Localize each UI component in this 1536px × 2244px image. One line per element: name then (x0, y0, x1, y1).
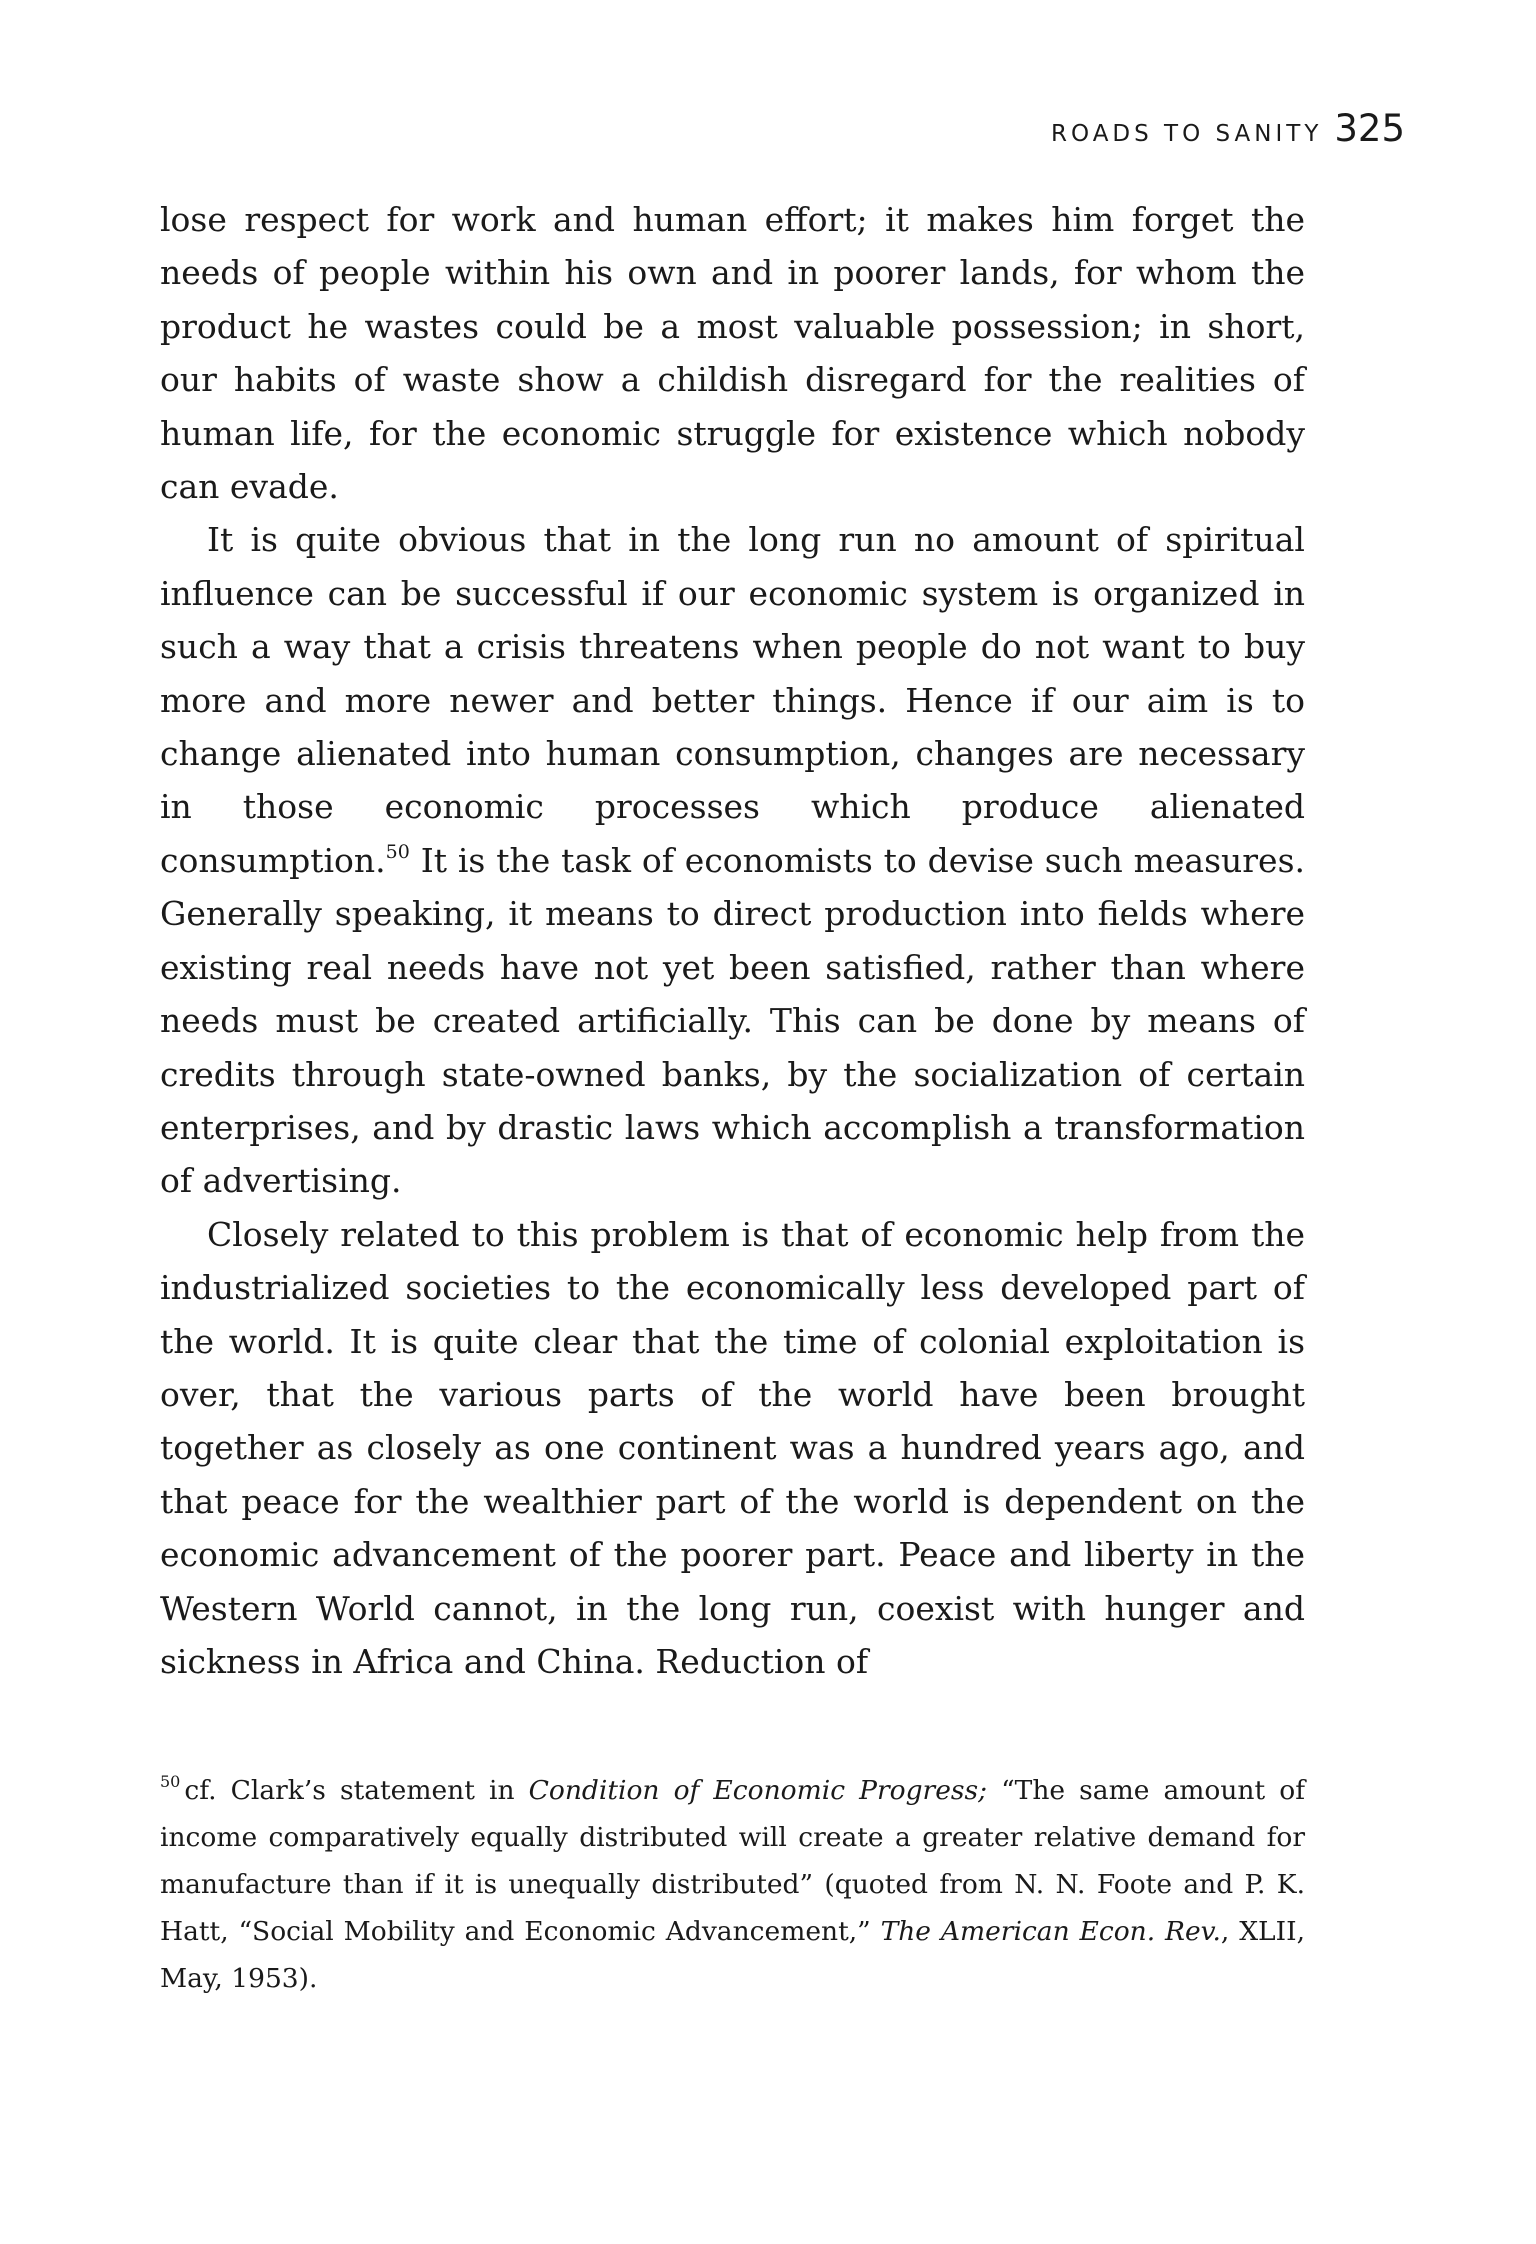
paragraph-1: lose respect for work and human effort; it makes him forget the needs of people within his own and in poorer lands, for whom the product he wastes could be a most valuable possession; in short, our habits of waste show a childish disregard for the realities of human life, for the economic struggle for existence which nobody can evade. (160, 200, 1305, 507)
running-head-title: ROADS TO SANITY (1051, 121, 1323, 147)
footnote-journal-title: The American Econ. Rev. (880, 1916, 1221, 1947)
footnote-text-1: cf. Clark’s statement in (184, 1775, 529, 1806)
footnote-marker: 50 (160, 1772, 181, 1791)
footnotes (160, 1767, 1305, 2002)
footnote-book-title: Condition of Economic Progress; (528, 1775, 988, 1806)
paragraph-2-part-2: It is the task of economists to devise such measures. Generally speaking, it means to direct production into fields where existing real needs have not yet been satisfied, rather than where needs must be created artificially. This can be done by means of credits through state-owned banks, by the socialization of certain enterprises, and by drastic laws which accomplish a transformation of advertising. (160, 840, 1305, 1201)
footnote-text-2: “The same amount of income comparatively equally distributed will create a greater relative demand for manufacture than if it is unequally distributed” (quoted from N. N. Foote and P. K. Hatt, “Social Mobility and Economic Advancement,” (160, 1775, 1306, 1947)
footnote-50 (160, 1767, 1305, 2002)
footnote-text-3: , XLII, May, 1953). (160, 1916, 1306, 1994)
paragraph-2-part-1: It is quite obvious that in the long run no amount of spiritual influence can be successful if our economic system is organized in such a way that a crisis threatens when people do not want to buy more and more newer and better things. Hence if our aim is to change alienated into human consumption, changes are necessary in those economic processes which produce alienated consumption. (160, 520, 1305, 880)
page-number: 325 (1334, 107, 1405, 150)
main-text (160, 193, 1305, 1688)
paragraph-2 (160, 513, 1305, 1207)
paragraph-3: Closely related to this problem is that of economic help from the industrialized societies to the economically less developed part of the world. It is quite clear that the time of colonial exploitation is over, that the various parts of the world have been brought together as closely as one continent was a hundred years ago, and that peace for the wealthier part of the world is dependent on the economic advancement of the poorer part. Peace and liberty in the Western World cannot, in the long run, coexist with hunger and sickness in Africa and China. Reduction of (160, 1214, 1305, 1681)
running-header (160, 104, 1405, 154)
footnote-reference-50[interactable]: 50 (385, 840, 410, 863)
